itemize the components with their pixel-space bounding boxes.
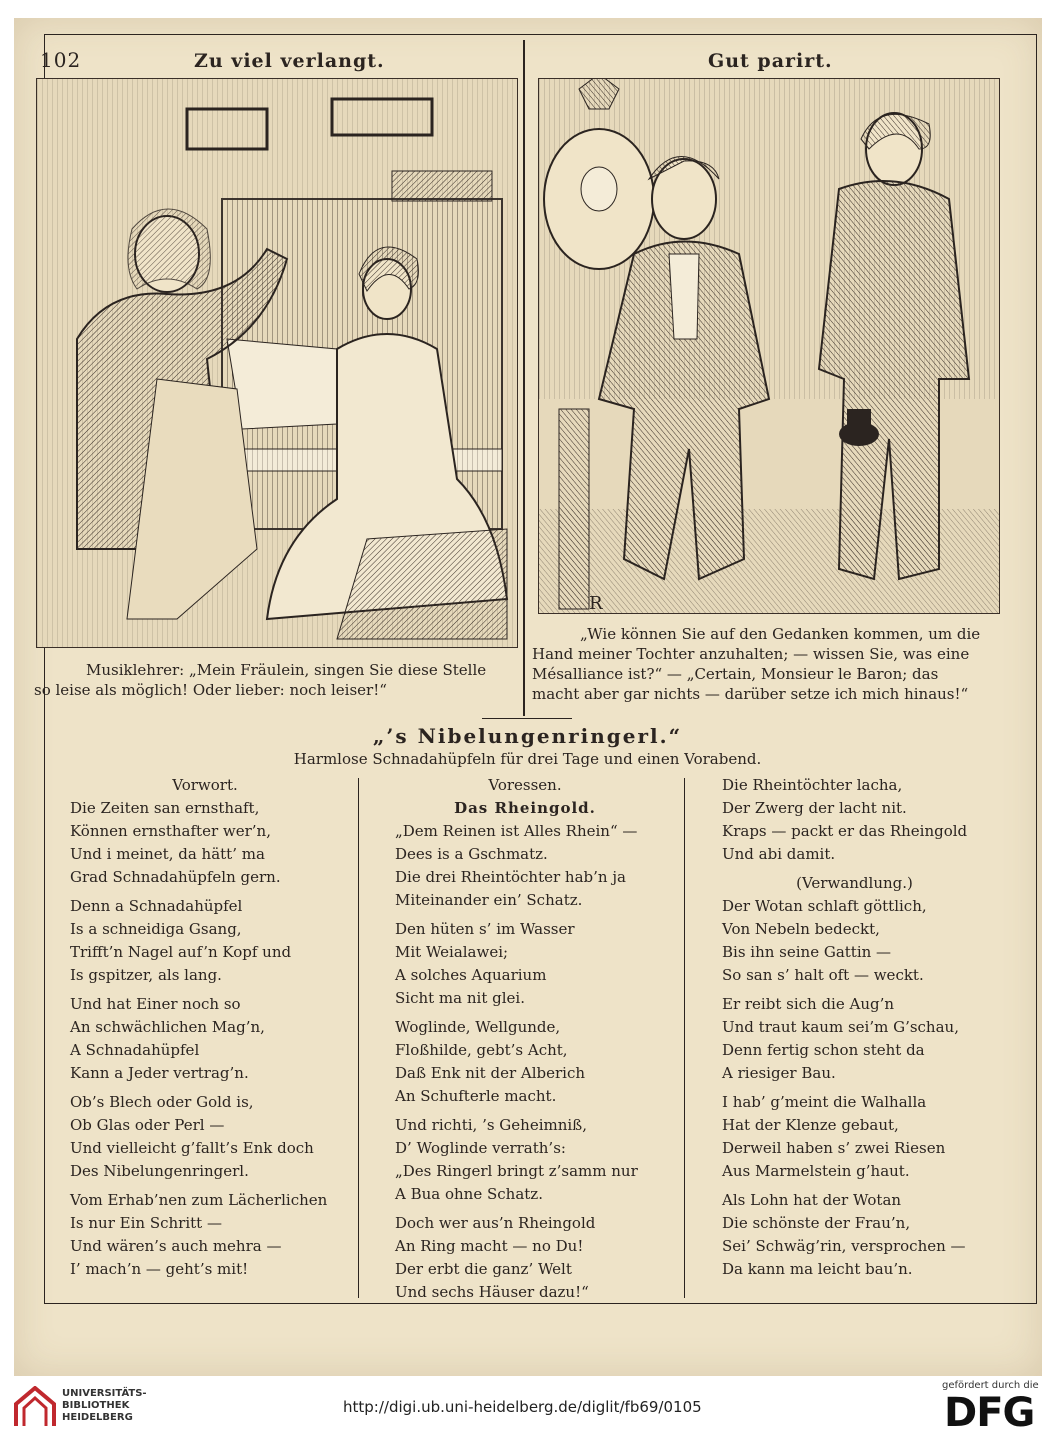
poem-title: „’s Nibelungenringerl.“	[372, 724, 683, 748]
verse-line: Die Rheintöchter lacha,	[722, 776, 903, 794]
verse-line: Von Nebeln bedeckt,	[722, 920, 880, 938]
col2-heading: Voressen.	[488, 776, 562, 794]
verse-line: Denn fertig schon steht da	[722, 1041, 925, 1059]
section-rule	[482, 718, 572, 719]
verse-line: Bis ihn seine Gattin —	[722, 943, 892, 961]
verse-line: Die Zeiten san ernsthaft,	[70, 799, 260, 817]
verse-line: Trifft’n Nagel auf’n Kopf und	[70, 943, 292, 961]
caption-right-line-3: Mésalliance ist?“ — „Certain, Monsieur le Baron; das	[532, 665, 939, 683]
verse-line: Floßhilde, gebt’s Acht,	[395, 1041, 568, 1059]
viewer-footer	[0, 1376, 1055, 1442]
verse-line: Sicht ma nit glei.	[395, 989, 525, 1007]
verse-line: A Bua ohne Schatz.	[395, 1185, 543, 1203]
library-line-1: UNIVERSITÄTS-	[62, 1388, 147, 1399]
verse-line: Der Wotan schlaft göttlich,	[722, 897, 927, 915]
verse-line: Ob’s Blech oder Gold is,	[70, 1093, 254, 1111]
page-number: 102	[40, 48, 82, 72]
verse-line: Grad Schnadahüpfeln gern.	[70, 868, 281, 886]
verse-line: Kann a Jeder vertrag’n.	[70, 1064, 249, 1082]
verse-line: Er reibt sich die Aug’n	[722, 995, 895, 1013]
illustration-right	[538, 78, 1000, 614]
verse-line: Sei’ Schwäg’rin, versprochen —	[722, 1237, 966, 1255]
verse-line: Derweil haben s’ zwei Riesen	[722, 1139, 946, 1157]
verse-line: Daß Enk nit der Alberich	[395, 1064, 586, 1082]
verse-line: Denn a Schnadahüpfel	[70, 897, 243, 915]
verse-line: Kraps — packt er das Rheingold	[722, 822, 968, 840]
funding-text: gefördert durch die	[942, 1380, 1039, 1391]
poem-column-1	[70, 774, 340, 1281]
verse-line: Die drei Rheintöchter hab’n ja	[395, 868, 626, 886]
illustration-right-drawing	[539, 79, 999, 613]
verse-line: Is nur Ein Schritt —	[70, 1214, 222, 1232]
verse-line: Und sechs Häuser dazu!“	[395, 1283, 589, 1301]
column-divider-1	[358, 778, 359, 1298]
university-logo-icon[interactable]	[12, 1386, 58, 1428]
caption-right-line-1: „Wie können Sie auf den Gedanken kommen, um die	[580, 625, 981, 643]
verse-line: Der erbt die ganz’ Welt	[395, 1260, 572, 1278]
verse-line: Aus Marmelstein g’haut.	[722, 1162, 910, 1180]
caption-left-line-1: Musiklehrer: „Mein Fräulein, singen Sie diese Stelle	[86, 661, 487, 679]
verse-line: An schwächlichen Mag’n,	[70, 1018, 265, 1036]
verse-line: A riesiger Bau.	[722, 1064, 836, 1082]
cartoon-divider	[523, 40, 525, 716]
verse-line: Woglinde, Wellgunde,	[395, 1018, 561, 1036]
poem-column-2	[395, 774, 655, 1304]
library-line-2: BIBLIOTHEK	[62, 1400, 130, 1411]
verse-line: Den hüten s’ im Wasser	[395, 920, 575, 938]
verse-line: Der Zwerg der lacht nit.	[722, 799, 907, 817]
verse-line: Und i meinet, da hätt’ ma	[70, 845, 265, 863]
verse-line: Und wären’s auch mehra —	[70, 1237, 282, 1255]
verse-line: D’ Woglinde verrath’s:	[395, 1139, 566, 1157]
verse-line: An Schufterle macht.	[395, 1087, 557, 1105]
verse-line: An Ring macht — no Du!	[395, 1237, 584, 1255]
verse-line: Vom Erhab’nen zum Lächerlichen	[70, 1191, 328, 1209]
verse-line: I hab’ g’meint die Walhalla	[722, 1093, 927, 1111]
verse-line: Is a schneidiga Gsang,	[70, 920, 242, 938]
verse-line: A solches Aquarium	[395, 966, 547, 984]
verse-line: „Dem Reinen ist Alles Rhein“ —	[395, 822, 638, 840]
verse-line: Und traut kaum sei’m G’schau,	[722, 1018, 959, 1036]
verse-line: Als Lohn hat der Wotan	[722, 1191, 902, 1209]
caption-left	[34, 660, 514, 700]
verse-line: Und abi damit.	[722, 845, 836, 863]
artist-signature: R	[589, 593, 603, 613]
cartoon-title-right: Gut parirt.	[708, 50, 833, 72]
verse-line: Dees is a Gschmatz.	[395, 845, 548, 863]
verse-line: Miteinander ein’ Schatz.	[395, 891, 583, 909]
verse-line: „Des Ringerl bringt z’samm nur	[395, 1162, 638, 1180]
column-divider-2	[684, 778, 685, 1298]
verse-line: So san s’ halt oft — weckt.	[722, 966, 924, 984]
stage-direction: (Verwandlung.)	[796, 874, 913, 892]
verse-line: Und richti, ’s Geheimniß,	[395, 1116, 587, 1134]
dfg-logo[interactable]: DFG	[944, 1390, 1035, 1436]
verse-line: I’ mach’n — geht’s mit!	[70, 1260, 249, 1278]
illustration-left-drawing	[37, 79, 517, 647]
verse-line: Des Nibelungenringerl.	[70, 1162, 249, 1180]
poem-subtitle: Harmlose Schnadahüpfeln für drei Tage und einen Vorabend.	[293, 750, 762, 768]
library-name[interactable]	[62, 1388, 147, 1424]
verse-line: Doch wer aus’n Rheingold	[395, 1214, 596, 1232]
col2-subheading: Das Rheingold.	[454, 799, 596, 817]
verse-line: Ob Glas oder Perl —	[70, 1116, 225, 1134]
library-line-3: HEIDELBERG	[62, 1412, 133, 1423]
verse-line: Und hat Einer noch so	[70, 995, 241, 1013]
illustration-left	[36, 78, 518, 648]
verse-line: Is gspitzer, als lang.	[70, 966, 222, 984]
verse-line: Hat der Klenze gebaut,	[722, 1116, 899, 1134]
caption-right-line-2: Hand meiner Tochter anzuhalten; — wissen Sie, was eine	[532, 645, 970, 663]
poem-column-3	[722, 774, 987, 1281]
verse-line: Und vielleicht g’fallt’s Enk doch	[70, 1139, 314, 1157]
caption-right	[532, 624, 998, 704]
verse-line: Die schönste der Frau’n,	[722, 1214, 911, 1232]
permalink-url[interactable]: http://digi.ub.uni-heidelberg.de/diglit/fb69/0105	[343, 1398, 702, 1416]
caption-right-line-4: macht aber gar nichts — darüber setze ich mich hinaus!“	[532, 685, 969, 703]
verse-line: A Schnadahüpfel	[70, 1041, 200, 1059]
verse-line: Können ernsthafter wer’n,	[70, 822, 271, 840]
col1-heading: Vorwort.	[172, 776, 238, 794]
verse-line: Mit Weialawei;	[395, 943, 509, 961]
cartoon-title-left: Zu viel verlangt.	[194, 50, 385, 72]
verse-line: Da kann ma leicht bau’n.	[722, 1260, 913, 1278]
caption-left-line-2: so leise als möglich! Oder lieber: noch leiser!“	[34, 681, 387, 699]
